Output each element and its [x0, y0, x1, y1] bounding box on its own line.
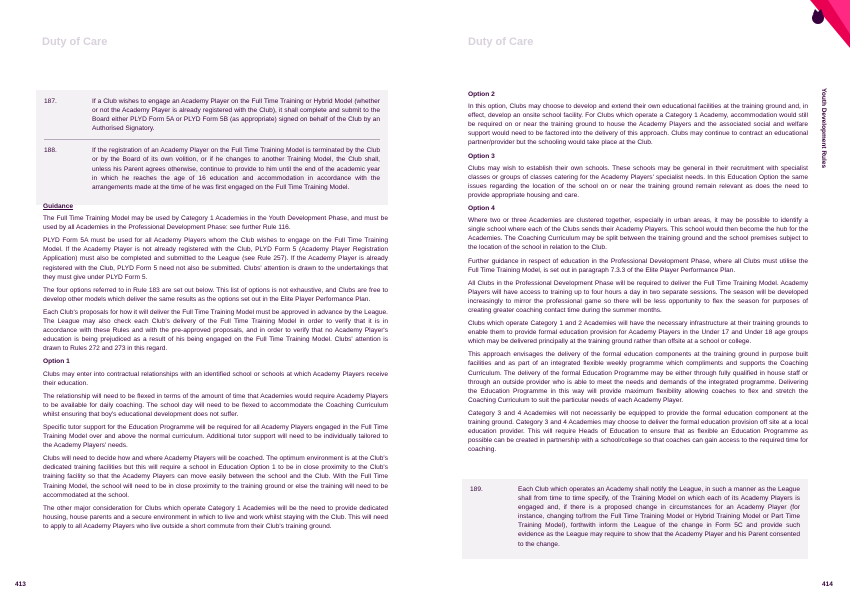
paragraph: Where two or three Academies are clustered together, especially in urban areas, it may be possible to identify a single school where each of the Clubs sends their Academy Players. This school would then become the hub for the Academies. The Coaching Curriculum may be split between the training ground and the school premises subject to the location of the school in relation to the Club.	[468, 217, 808, 252]
paragraph: Clubs which operate Category 1 and 2 Academies will have the necessary infrastructure at their training grounds to enable them to provide formal education provision for Academy Players in the Under 17 and Under 18 age groups which may be delivered principally at the training ground rather than offsite at a school or college.	[468, 320, 808, 346]
rule-text: If a Club wishes to engage an Academy Player on the Full Time Training or Hybrid Model (whether or not the Academy Player is already registered with the Club), it shall complete and submit to the Board either PLYD Form 5A or PLYD Form 5B (as appropriate) signed on behalf of the Club by an Authorised Signatory.	[92, 98, 380, 133]
guidance-column	[43, 202, 388, 535]
paragraph: The relationship will need to be flexed in terms of the amount of time that Academies would require Academy Players to be available for daily coaching. The school day will need to be flexed to accommodate the Coaching Curriculum whilst ensuring that boy's educational development does not suffer.	[43, 392, 388, 418]
running-title: Duty of Care	[468, 36, 534, 48]
side-section-title: Youth Development Rules	[820, 88, 827, 169]
paragraph: Clubs may wish to establish their own schools. These schools may be general in their recruitment with specialist classes or groups of classes catering for the Academy Players' specialist needs. In this Education Option the same issues regarding the location of the school on or near the training ground remain relevant as does the need to provide appropriate housing and care.	[468, 164, 808, 199]
rule-188	[36, 146, 388, 191]
rule-number: 189.	[470, 486, 483, 493]
rule-187	[36, 97, 388, 133]
paragraph: The four options referred to in Rule 183 are set out below. This list of options is not exhaustive, and Clubs are free to develop other models which deliver the same results as the options set out in the Elite Player Performance Plan.	[43, 286, 388, 303]
option-heading: Option 1	[43, 358, 70, 366]
right-page	[425, 0, 850, 603]
paragraph: Category 3 and 4 Academies will not necessarily be equipped to provide the formal education component at the training ground. Category 3 and 4 Academies may choose to deliver the formal education provision off site at a local education provider. This will require Heads of Education to ensure that as flexible an Education Programme as possible can be created in partnership with a school/college so that coaches can gain access to the required time for coaching.	[468, 409, 808, 454]
rule-number: 187.	[44, 98, 57, 105]
rule-text: Each Club which operates an Academy shall notify the League, in such a manner as the League shall from time to time specify, of the Training Model on which each of its Academy Players is engaged and, if there is a proposed change in circumstances for an Academy Player (for instance, changing to/from the Full Time Training Model or Hybrid Training Model or Part Time Training Model), forthwith inform the League of the change in Form 5C and provide such evidence as the League may require to show that the Academy Player and his Parent consented to the change.	[518, 486, 800, 548]
guidance-heading: Guidance	[43, 203, 74, 210]
page-number: 414	[822, 581, 833, 588]
rule-189-box	[462, 479, 808, 559]
rule-number: 188.	[44, 147, 57, 155]
paragraph: The Full Time Training Model may be used by Category 1 Academies in the Youth Development Phase, and must be used by all Academies in the Professional Development Phase: see further Rule 116.	[43, 215, 388, 232]
option-heading: Option 3	[468, 152, 495, 160]
paragraph: Clubs will need to decide how and where Academy Players will be coached. The optimum environment is at the Club's dedicated training facilities but this will require a school in Education Option 1 to be in close proximity to the Club's training facility so that the Academy Players can move easily between the school and the Club. With the Full Time Training Model, the school will need to be in close proximity to the training ground or else the training will need to be accommodated at the school.	[43, 455, 388, 499]
running-title: Duty of Care	[42, 36, 108, 48]
paragraph: PLYD Form 5A must be used for all Academy Players whom the Club wishes to engage on the Full Time Training Model. If the Academy Player is not already registered with the Club, PLYD Form 5 (Academy Player Registration Application) must also be completed and submitted to the League (see Rule 257). If the Academy Player is already registered with the Club, PLYD Form 5 need not also be submitted. Clubs' attention is drawn to the undertakings that they must give under PLYD Form 5.	[43, 237, 388, 281]
rule-189	[462, 485, 808, 549]
page-number: 413	[15, 581, 26, 588]
paragraph: Specific tutor support for the Education Programme will be required for all Academy Players engaged in the Full Time Training Model over and above the normal curriculum. Additional tutor support will need to be individually tailored to the Academy Players' needs.	[43, 423, 388, 450]
paragraph: Clubs may enter into contractual relationships with an identified school or schools at which Academy Players receive their education.	[43, 370, 388, 387]
paragraph: Each Club's proposals for how it will deliver the Full Time Training Model must be approved in advance by the League. The League may also check each Club's delivery of the Full Time Training Model in order to verify that it is in accordance with these Rules and with the pre-approved proposals, and in order to verify that no Academy Player's education is being prejudiced as a result of his being engaged on the Full Time Training Model. Clubs' attention is drawn to Rules 272 and 273 in this regard.	[43, 308, 388, 353]
paragraph: This approach envisages the delivery of the formal education components at the training ground in purpose built facilities and as part of an integrated flexible weekly programme which compliments and supports the Coaching Curriculum. The delivery of the formal Education Programme may be either through fully qualified in house staff or through an outside provider who is able to meet the needs and demands of the integrated programme. Delivering the Education Programme in this way will provide maximum flexibility allowing coaches to flex and stretch the Coaching Curriculum to suit the particular needs of each Academy Player.	[468, 351, 808, 404]
divider	[44, 139, 380, 140]
options-column	[468, 90, 808, 458]
rules-box	[36, 90, 388, 205]
option-heading: Option 4	[468, 205, 495, 213]
paragraph: In this option, Clubs may choose to develop and extend their own educational facilities at the training ground and, in effect, develop an onsite school facility. For Clubs which operate a Category 1 Academy, accommodation would still be required on or near the training ground to house the Academy Players and the associated social and welfare support would need to be factored into the delivery of this approach. Clubs may continue to contract an educational partner/provider but the schooling would take place at the Club.	[468, 103, 808, 147]
paragraph: All Clubs in the Professional Development Phase will be required to deliver the Full Time Training Model. Academy Players will have access to training up to four hours a day in two separate sessions. The season will be developed increasingly to mirror the professional game so there will be less opportunity to flex the season for purposes of creating greater coaching contact time during the summer months.	[468, 279, 808, 314]
premier-league-corner-logo	[810, 0, 850, 48]
option-heading: Option 2	[468, 91, 495, 98]
paragraph: Further guidance in respect of education in the Professional Development Phase, where all Clubs must utilise the Full Time Training Model, is set out in paragraph 7.3.3 of the Elite Player Performance Plan.	[468, 257, 808, 274]
rule-text: If the registration of an Academy Player on the Full Time Training Model is terminated by the Club or by the Board of its own volition, or if he changes to another Training Model, the Club shall, unless his Parent agrees otherwise, continue to provide to him until the end of the academic year in which he reaches the age of 16 education and accommodation in accordance with the arrangements made at the time of he was first engaged on the Full Time Training Model.	[92, 147, 380, 191]
paragraph: The other major consideration for Clubs which operate Category 1 Academies will be the need to provide dedicated housing, house parents and a secure environment in which to live and work whilst staying with the Club. This will need to apply to all Academy Players who live outside a short commute from their Club's training ground.	[43, 504, 388, 530]
